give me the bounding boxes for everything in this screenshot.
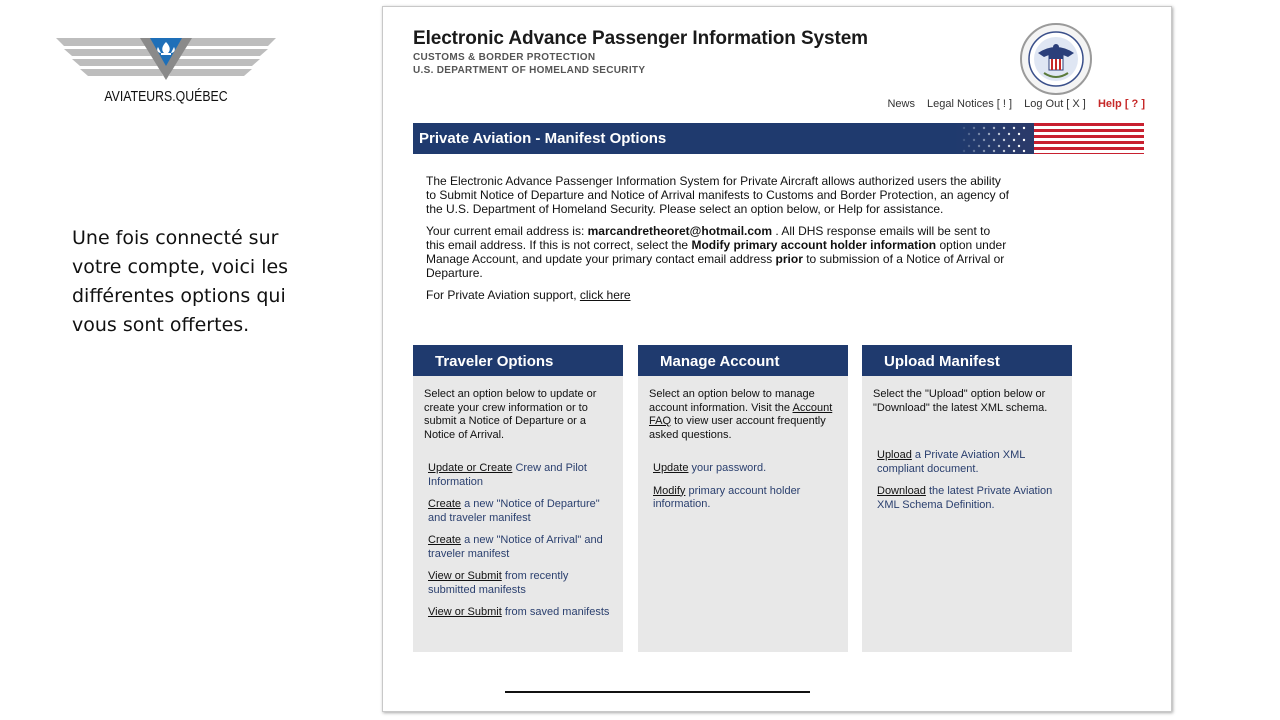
download-schema-link[interactable]: Download the latest Private Aviation XML Schema Definition. <box>877 485 1053 511</box>
top-nav <box>878 98 1145 110</box>
create-departure-link[interactable]: Create a new "Notice of Departure" and traveler manifest <box>428 498 600 524</box>
logo-text: AVIATEURS.QUÉBEC <box>104 88 228 105</box>
site-subtitle-cbp: CUSTOMS & BORDER PROTECTION <box>413 52 596 63</box>
wings-logo-icon <box>50 34 282 86</box>
view-recent-link[interactable]: View or Submit from recently submitted manifests <box>428 570 569 596</box>
upload-manifest-title: Upload Manifest <box>862 345 1072 376</box>
account-faq-link[interactable]: Account FAQ <box>649 401 833 427</box>
traveler-options-panel <box>413 345 623 652</box>
manage-account-desc: Select an option below to manage account information. Visit the Account FAQ to view user account frequently asked questions. <box>649 388 833 441</box>
create-arrival-link[interactable]: Create a new "Notice of Arrival" and traveler manifest <box>428 534 603 560</box>
upload-manifest-panel <box>862 345 1072 652</box>
nav-log-out[interactable]: Log Out [ X ] <box>1024 98 1086 110</box>
intro-paragraph: The Electronic Advance Passenger Information System for Private Aircraft allows authorized users the ability to Submit Notice of Departure and Notice of Arrival manifests to Customs and Border Protection, an agency of the U.S. Department of Homeland Security. Please select an option below, or Help for assistance. <box>426 174 1009 216</box>
traveler-options-title: Traveler Options <box>413 345 623 376</box>
traveler-options-desc: Select an option below to update or create your crew information or to submit a Notice of Departure or a Notice of Arrival. <box>424 388 597 441</box>
page-title: Private Aviation - Manifest Options <box>419 130 667 147</box>
view-saved-link[interactable]: View or Submit from saved manifests <box>428 606 610 618</box>
email-paragraph: Your current email address is: marcandretheoret@hotmail.com . All DHS response emails will be sent to this email address. If this is not correct, select the Modify primary account holder information option under Manage Account, and update your primary contact email address prior to submission of a Notice of Arrival or Departure. <box>426 224 1007 280</box>
us-flag-icon <box>954 123 1144 154</box>
support-link[interactable]: click here <box>579 288 631 302</box>
support-paragraph: For Private Aviation support, click here <box>426 288 631 302</box>
site-title: Electronic Advance Passenger Information System <box>413 28 868 49</box>
dhs-seal-icon <box>1016 23 1096 95</box>
slide-caption: Une fois connecté sur votre compte, voici les différentes options qui vous sont offertes. <box>72 227 289 336</box>
aviateurs-logo <box>50 34 282 114</box>
upload-xml-link[interactable]: Upload a Private Aviation XML compliant document. <box>877 449 1025 475</box>
eapis-screenshot <box>382 6 1172 712</box>
upload-manifest-desc: Select the "Upload" option below or "Download" the latest XML schema. <box>873 388 1048 414</box>
update-password-link[interactable]: Update your password. <box>653 462 767 474</box>
site-subtitle-dhs: U.S. DEPARTMENT OF HOMELAND SECURITY <box>413 65 646 76</box>
update-crew-link[interactable]: Update or Create Crew and Pilot Information <box>428 462 587 488</box>
modify-account-link[interactable]: Modify primary account holder information. <box>653 484 801 510</box>
page-banner <box>413 123 1144 154</box>
current-email: marcandretheoret@hotmail.com <box>587 224 773 238</box>
divider-line <box>505 691 810 693</box>
nav-legal-notices[interactable]: Legal Notices [ ! ] <box>927 98 1013 110</box>
intro-text <box>426 174 1011 310</box>
nav-help[interactable]: Help [ ? ] <box>1097 98 1145 110</box>
nav-news[interactable]: News <box>887 98 915 110</box>
manage-account-panel <box>638 345 848 652</box>
manage-account-title: Manage Account <box>638 345 848 376</box>
